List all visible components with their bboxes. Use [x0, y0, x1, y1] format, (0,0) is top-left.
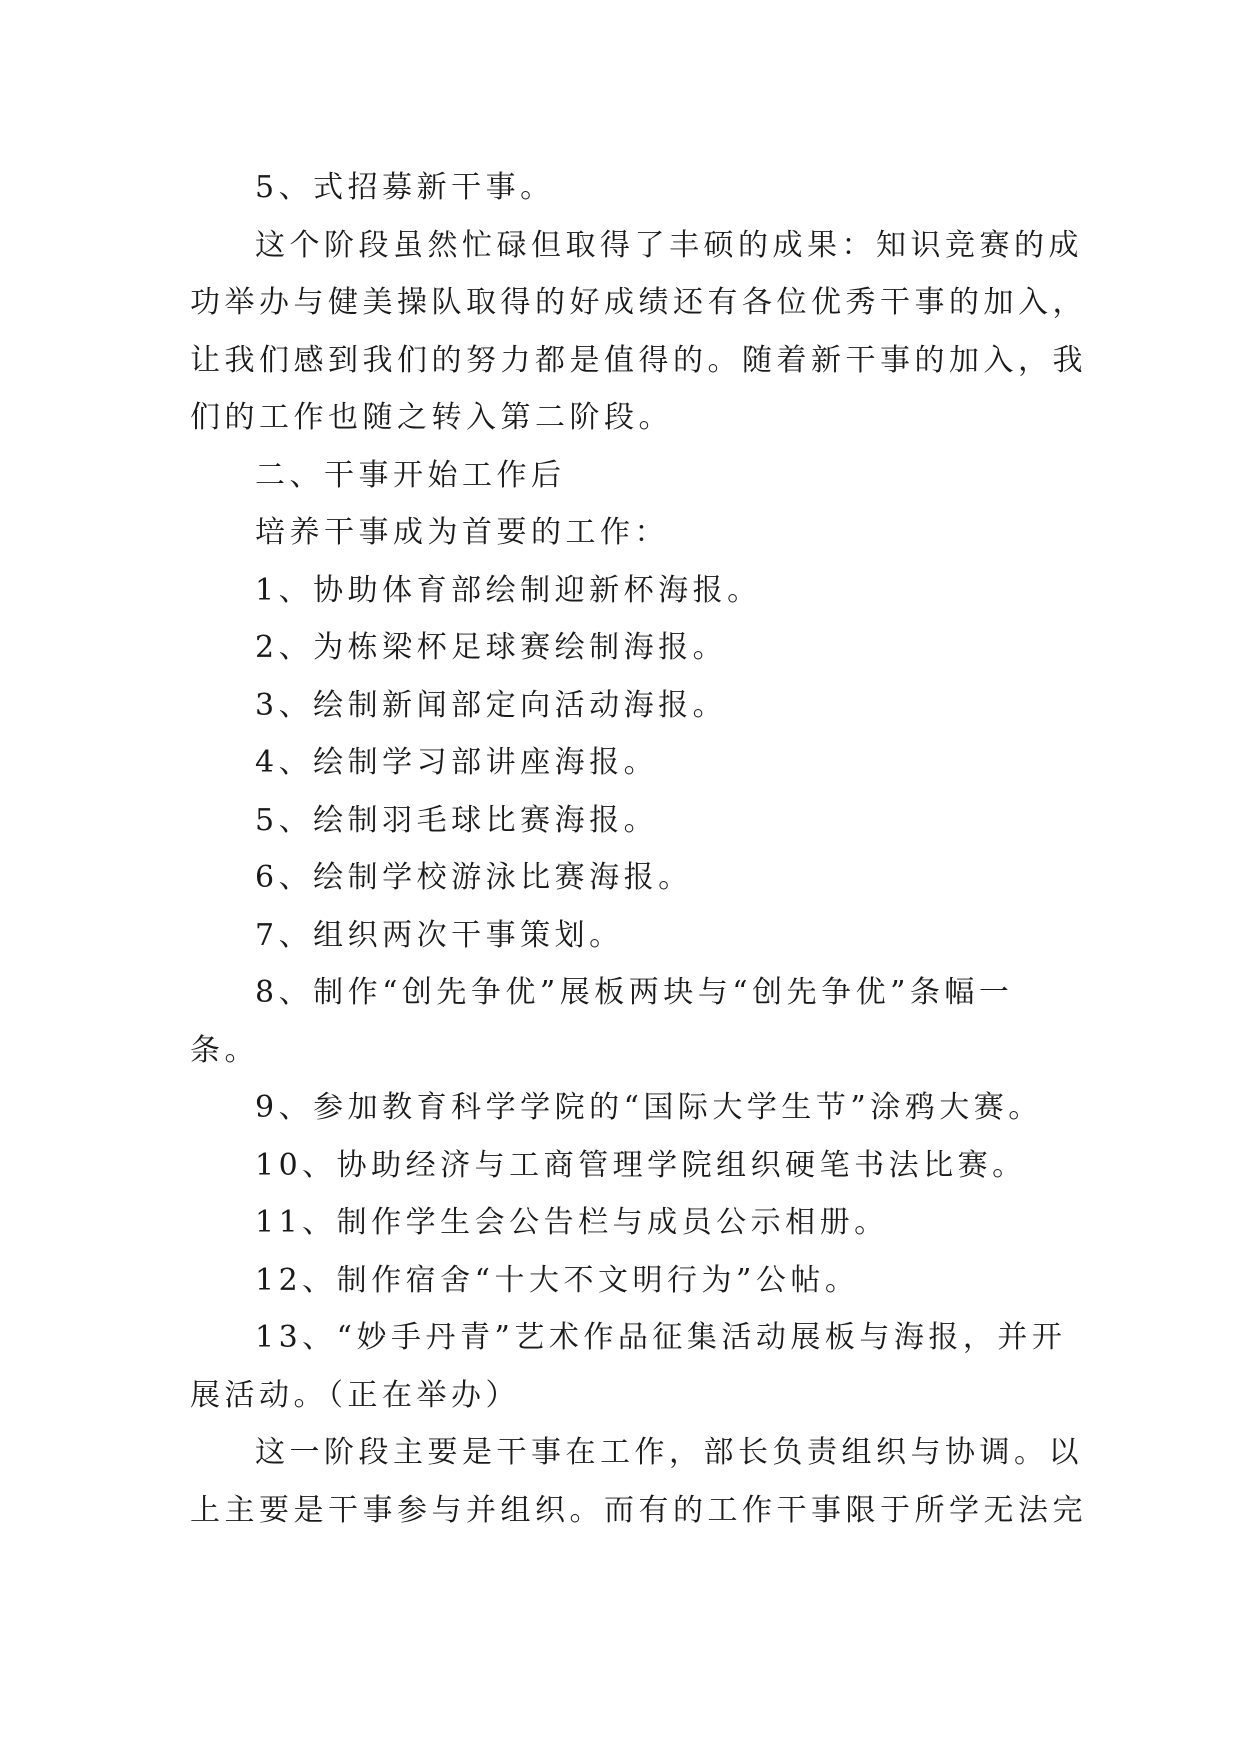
paragraph-line: 功举办与健美操队取得的好成绩还有各位优秀干事的加入，	[190, 285, 1087, 320]
paragraph-line: 5、绘制羽毛球比赛海报。	[255, 802, 659, 838]
section-heading	[190, 447, 1060, 505]
paragraph-line: 8、制作“创先争优”展板两块与“创先争优”条幅一	[255, 975, 1014, 1010]
paragraph-line: 4、绘制学习部讲座海报。	[255, 745, 659, 780]
paragraph-line: 2、为栋梁杯足球赛绘制海报。	[255, 630, 728, 665]
list-item	[190, 619, 1060, 677]
paragraph-stage-summary	[190, 217, 1087, 447]
list-item	[190, 1309, 1067, 1424]
paragraph-line: 上主要是干事参与并组织。而有的工作干事限于所学无法完	[190, 1492, 1087, 1528]
paragraph-line: 这个阶段虽然忙碌但取得了丰硕的成果：知识竞赛的成	[255, 227, 1083, 263]
paragraph-line: 6、绘制学校游泳比赛海报。	[255, 860, 693, 895]
list-item	[190, 792, 1060, 850]
list-item	[190, 964, 1060, 1079]
paragraph-conclusion	[190, 1424, 1087, 1539]
paragraph-line: 1、协助体育部绘制迎新杯海报。	[255, 572, 762, 608]
paragraph-line: 条。	[190, 1032, 259, 1068]
paragraph-line: 11、制作学生会公告栏与成员公示相册。	[255, 1205, 889, 1240]
paragraph-line: 5、式招募新干事。	[255, 170, 555, 205]
list-item	[190, 849, 1060, 907]
paragraph-line: 这一阶段主要是干事在工作，部长负责组织与协调。以	[255, 1435, 1083, 1470]
paragraph-line: 让我们感到我们的努力都是值得的。随着新干事的加入，我	[190, 342, 1087, 378]
paragraph-line: 12、制作宿舍“十大不文明行为”公帖。	[255, 1262, 860, 1298]
paragraph-line: 7、组织两次干事策划。	[255, 917, 624, 953]
paragraph-line: 9、参加教育科学学院的“国际大学生节”涂鸦大赛。	[255, 1090, 1043, 1125]
paragraph-line: 二、干事开始工作后	[255, 457, 566, 493]
list-item	[190, 1194, 1060, 1252]
list-item	[190, 1252, 1060, 1310]
list-item	[190, 1079, 1060, 1137]
paragraph-line: 培养干事成为首要的工作：	[255, 515, 669, 550]
paragraph-line: 3、绘制新闻部定向活动海报。	[255, 687, 728, 723]
paragraph-line: 10、协助经济与工商管理学院组织硬笔书法比赛。	[255, 1147, 1027, 1183]
list-item	[190, 734, 1060, 792]
paragraph-line: 们的工作也随之转入第二阶段。	[190, 400, 673, 435]
document-body	[190, 159, 1087, 1539]
list-item	[190, 907, 1060, 965]
list-item	[190, 1137, 1060, 1195]
list-item	[190, 677, 1060, 735]
paragraph-intro	[190, 504, 1060, 562]
paragraph-recruit-item	[190, 159, 1060, 217]
paragraph-line: 展活动。（正在举办）	[190, 1377, 520, 1413]
list-item	[190, 562, 1060, 620]
paragraph-line: 13、“妙手丹青”艺术作品征集活动展板与海报，并开	[255, 1320, 1067, 1355]
